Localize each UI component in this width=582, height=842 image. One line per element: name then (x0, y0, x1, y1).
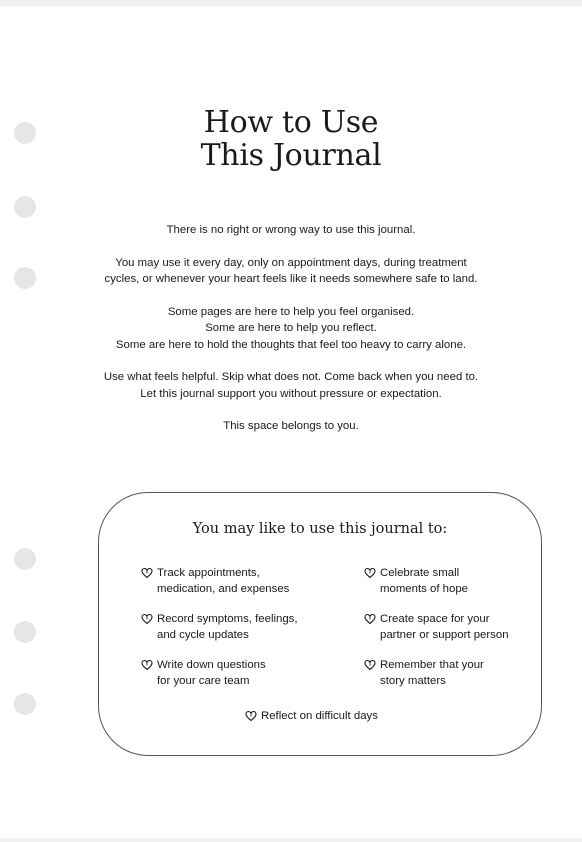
list-item-line-1: Reflect on difficult days (261, 710, 378, 722)
intro-text (0, 222, 582, 451)
heart-icon (141, 613, 153, 625)
list-item-line-2: partner or support person (380, 628, 509, 641)
page-title-line-2: This Journal (200, 138, 382, 173)
page-title (0, 106, 582, 172)
list-item (141, 658, 266, 689)
list-item (364, 612, 509, 643)
heart-icon (141, 567, 153, 579)
list-item-line-2: medication, and expenses (157, 582, 290, 595)
intro-paragraph-2 (0, 255, 582, 288)
list-item-line-1: Create space for your (380, 613, 490, 625)
journal-page (0, 6, 582, 838)
heart-icon (141, 659, 153, 671)
binder-hole (14, 693, 36, 715)
binder-hole (14, 548, 36, 570)
heart-icon (364, 613, 376, 625)
uses-box (98, 492, 542, 756)
list-item-line-2: and cycle updates (157, 628, 249, 641)
list-item (245, 709, 378, 725)
list-item (141, 612, 298, 643)
list-item-line-2: for your care team (157, 674, 250, 687)
list-item-line-1: Write down questions (157, 659, 266, 671)
binder-hole (14, 621, 36, 643)
intro-paragraph-3-line-2: Some are here to help you reflect. (205, 322, 377, 334)
list-item (141, 566, 289, 597)
binder-hole (14, 196, 36, 218)
list-item-line-2: moments of hope (380, 582, 469, 595)
list-item (364, 658, 484, 689)
intro-paragraph-4 (0, 369, 582, 402)
list-item-line-2: story matters (380, 674, 446, 687)
intro-paragraph-3-line-1: Some pages are here to help you feel organised. (167, 305, 415, 318)
intro-paragraph-3-line-3: Some are here to hold the thoughts that feel too heavy to carry alone. (115, 338, 467, 351)
intro-paragraph-1: There is no right or wrong way to use this journal. (166, 224, 416, 236)
page-title-line-1: How to Use (203, 105, 379, 140)
list-item-line-1: Remember that your (380, 659, 484, 671)
list-item-line-1: Record symptoms, feelings, (157, 613, 298, 625)
intro-paragraph-5: This space belongs to you. (223, 420, 359, 432)
intro-paragraph-3 (0, 304, 582, 354)
heart-icon (364, 659, 376, 671)
heart-icon (364, 567, 376, 579)
intro-paragraph-2-line-2: cycles, or whenever your heart feels like it needs somewhere safe to land. (104, 273, 478, 285)
heart-icon (245, 710, 257, 722)
list-item-line-1: Celebrate small (380, 567, 460, 579)
list-item (364, 566, 468, 597)
intro-paragraph-2-line-1: You may use it every day, only on appointment days, during treatment (115, 256, 467, 269)
uses-box-title: You may like to use this journal to: (192, 521, 448, 537)
intro-paragraph-4-line-2: Let this journal support you without pressure or expectation. (140, 387, 442, 400)
intro-paragraph-4-line-1: Use what feels helpful. Skip what does not. Come back when you need to. (103, 371, 479, 383)
list-item-line-1: Track appointments, (157, 567, 260, 579)
